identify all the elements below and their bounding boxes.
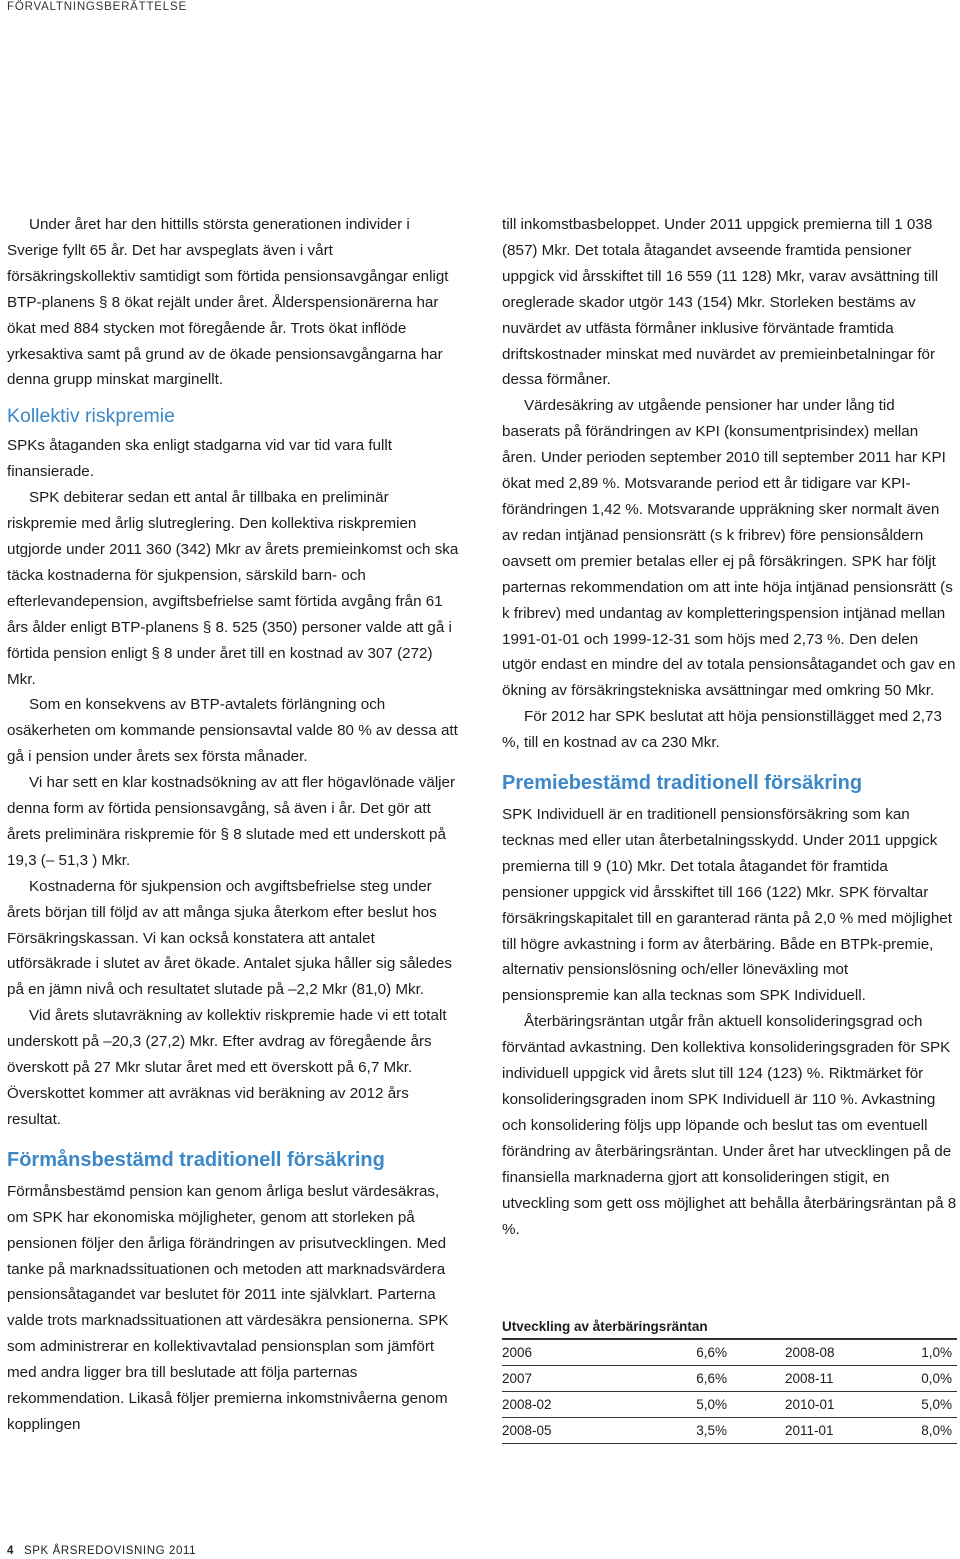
table-cell: 6,6% [597, 1340, 727, 1366]
paragraph: Kostnaderna för sjukpension och avgiftsbefrielse steg under årets början till följd av att många sjuka återkom efter beslut hos Försäkringskassan. Vi kan också konstatera att antalet utförsäkrade i slutet av året ökade. Antalet sjuka håller sig således på en jämn nivå och resultatet slutade på –2,2 Mkr (81,0) Mkr. [7, 877, 452, 999]
table-cell: 0,0% [845, 1366, 957, 1392]
paragraph: till inkomstbasbeloppet. Under 2011 uppgick premierna till 1 038 (857) Mkr. Det totala åtagandet avseende framtida pensioner uppgick vid årsskiftet till 16 559 (11 128) Mkr, varav avsättning till oreglerade skador utgör 143 (154) Mkr. Storleken bestäms av nuvärdet av utfästa förmåner inklusive förväntade framtida driftskostnader minskat med nuvärdet av premieinbetalningar för dessa förmåner. [502, 216, 939, 389]
table-cell: 2008-11 [727, 1366, 845, 1392]
table-cell: 3,5% [597, 1418, 727, 1444]
table-row [502, 1392, 957, 1418]
paragraph: Vi har sett en klar kostnadsökning av att fler högavlönade väljer denna form av förtida pensionsavgång, så även i år. Det gör att årets preliminära riskpremie för § 8 slutade med ett underskott på 19,3 (– 51,3 ) Mkr. [7, 774, 456, 869]
paragraph: Under året har den hittills största generationen individer i Sverige fyllt 65 år. Det har avspeglats även i vårt försäkringskollektiv samtidigt som förtida pensionsavgångar enligt BTP-planens § 8 ökat rejält under året. Ålderspensionärerna har ökat med 884 stycken mot föregående år. Trots ökat inflöde yrkesaktiva samt på grund av de ökade pensionsavgångarna har denna grupp minskat marginellt. [7, 216, 449, 389]
paragraph: Vid årets slutavräkning av kollektiv riskpremie hade vi ett totalt underskott på –20,3 (27,2) Mkr. Efter avdrag av föregående års överskott på 27 Mkr slutar året med ett överskott på 6,7 Mkr. Överskottet kommer att avräknas vid beräkning av 2012 års resultat. [7, 1007, 447, 1128]
paragraph: Värdesäkring av utgående pensioner har under lång tid baserats på förändringen av KPI (konsumentprisindex) mellan åren. Under perioden september 2010 till september 2011 har KPI ökat med 2,89 %. Motsvarande period ett år tidigare var KPI-förändringen 1,42 %. Motsvarande uppräkning sker normalt även av redan intjänad pensionsrätt (s k fribrev) före pensionsåldern oavsett om premier betalas eller ej på försäkringen. SPK har följt parternas rekommendation om att inte höja intjänad pensionsrätt (s k fribrev) med undantag av kompletteringspension intjänad mellan 1991-01-01 och 1999-12-31 som höjs med 2,73 %. Den delen utgör endast en mindre del av totala pensionsåtagandet och gav en ökning av försäkringstekniska avsättningar med omkring 50 Mkr. [502, 397, 956, 700]
table-row [502, 1418, 957, 1444]
heading-formansbestamd: Förmånsbestämd traditionell försäkring [7, 1148, 385, 1171]
paragraph: För 2012 har SPK beslutat att höja pensionstillägget med 2,73 %, till en kostnad av ca 230 Mkr. [502, 708, 942, 752]
paragraph: Återbäringsräntan utgår från aktuell konsolideringsgrad och förväntad avkastning. Den kollektiva konsolideringsgraden för SPK individuell uppgick vid årets slut till 124 (123) %. Riktmärket för konsolideringsgraden inom SPK Individuell är 110 %. Avkastning och konsolidering följs upp löpande och beslut tas om eventuell förändring av återbäringsräntan. Under året har utvecklingen på de finansiella marknaderna gjort att konsolideringen stigit, en utveckling som gett oss möjlighet att behålla återbäringsräntan på 8 %. [502, 1013, 957, 1238]
table-cell: 2008-05 [502, 1418, 597, 1444]
table-cell: 2011-01 [727, 1418, 845, 1444]
table-cell: 8,0% [845, 1418, 957, 1444]
right-column [502, 212, 957, 1242]
table-cell: 2007 [502, 1366, 597, 1392]
page-number: 4 [7, 1545, 14, 1557]
aterbaringsranta-table [502, 1316, 957, 1444]
table-caption: Utveckling av återbäringsräntan [502, 1316, 957, 1339]
paragraph: SPK debiterar sedan ett antal år tillbaka en preliminär riskpremie med årlig slutreglering. Den kollektiva riskpremien utgjorde under 2011 360 (342) Mkr av årets premieinkomst och ska täcka kostnaderna för sjukpension, särskild barn- och efterlevandepension, avgiftsbefrielse samt förtida avgång från 61 års ålder enligt BTP-planens § 8. 525 (350) personer valde att gå i förtida pension enligt § 8 under året till en kostnad av 307 (272) Mkr. [7, 489, 459, 688]
table-cell: 6,6% [597, 1366, 727, 1392]
paragraph: SPK Individuell är en traditionell pensionsförsäkring som kan tecknas med eller utan återbetalningsskydd. Under 2011 uppgick premierna till 9 (10) Mkr. Det totala åtagandet för framtida pensioner uppgick vid årsskiftet till 166 (122) Mkr. SPK förvaltar försäkringskapitalet till en garanterad ränta på 2,0 % med möjlighet till högre avkastning i form av återbäring. Både en BTPk-premie, alternativ pensionslösning och/eller löneväxling mot pensionspremie kan alla tecknas som SPK Individuell. [502, 806, 952, 1005]
heading-kollektiv-riskpremie: Kollektiv riskpremie [7, 405, 175, 428]
table-row [502, 1340, 957, 1366]
left-column [7, 212, 462, 1438]
table-cell: 5,0% [845, 1392, 957, 1418]
paragraph: SPKs åtaganden ska enligt stadgarna vid var tid vara fullt finansierade. [7, 437, 392, 481]
table-cell: 2010-01 [727, 1392, 845, 1418]
table-cell: 2008-02 [502, 1392, 597, 1418]
paragraph: Som en konsekvens av BTP-avtalets förlängning och osäkerheten om kommande pensionsavtal valde 80 % av dessa att gå i pension under årets sex första månader. [7, 696, 458, 766]
publication-title: SPK ÅRSREDOVISNING 2011 [24, 1545, 197, 1557]
table-row [502, 1366, 957, 1392]
table-cell: 2008-08 [727, 1340, 845, 1366]
paragraph: Förmånsbestämd pension kan genom årliga beslut värdesäkras, om SPK har ekonomiska möjligheter, genom att storleken på pensionen följer den årliga förändringen av prisutvecklingen. Med tanke på marknadssituationen och metoden att marknadsvärdera pensionsåtagandet var beslutet för 2011 inte självklart. Parterna valde trots marknadssituationen att värdesäkra pensionerna. SPK som administrerar en kollektivavtalad pensionsplan som jämfört med andra ligger bra till beslutade att följa parternas rekommendation. Likaså följer premierna inkomstnivåerna genom kopplingen [7, 1182, 449, 1433]
table-cell: 1,0% [845, 1340, 957, 1366]
heading-premiebestamd: Premiebestämd traditionell försäkring [502, 772, 863, 795]
page-footer [7, 1545, 196, 1557]
table-cell: 2006 [502, 1340, 597, 1366]
table-cell: 5,0% [597, 1392, 727, 1418]
section-header: FÖRVALTNINGSBERÄTTELSE [7, 1, 187, 13]
